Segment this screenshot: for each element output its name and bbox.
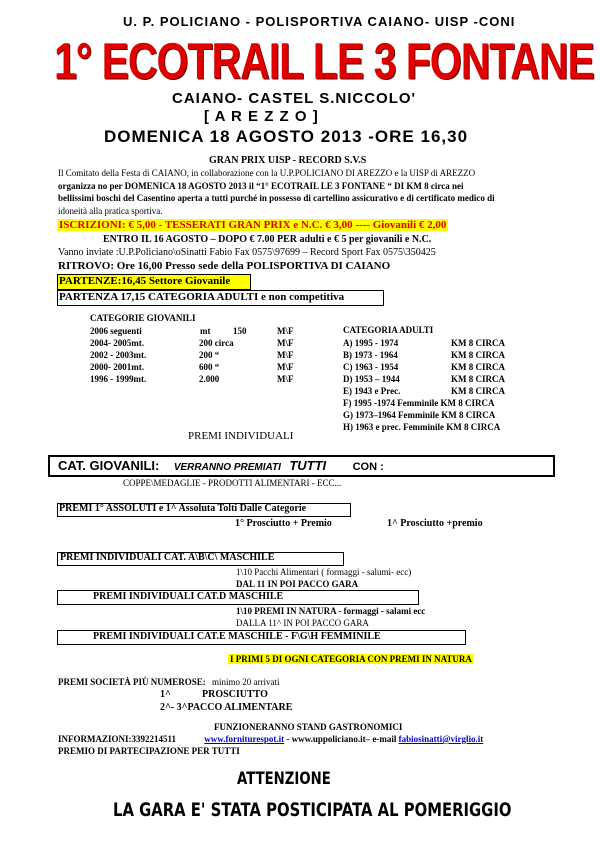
gran-prix-line: GRAN PRIX UISP - RECORD S.V.S [209,155,367,166]
youth-verranno: VERRANNO PREMIATI [173,462,281,473]
table-row: 2006 seguenti [90,326,142,336]
table-cell: M\F [277,338,294,348]
trophies-line: COPPE\MEDAGLIE - PRODOTTI ALIMENTARI - ECC... [123,478,342,488]
website-link[interactable]: www.forniturespot.it [204,734,285,744]
table-cell: 2004- 2005mt. [90,338,144,348]
table-cell: M\F [277,362,294,372]
table-cell: H) 1963 e prec. Femminile KM 8 CIRCA [343,422,501,432]
meeting-line: RITROVO: Ore 16,00 Presso sede della POLISPORTIVA DI CAIANO [58,260,391,272]
prizes-e: PREMI INDIVIDUALI CAT.E MASCHILE - F\G\H FEMMINILE [93,631,381,642]
header-line: U. P. POLICIANO - POLISPORTIVA CAIANO- UISP -CONI [123,14,516,29]
table-cell: D) 1953 – 1944 [343,374,400,384]
table-cell: 200 circa [199,338,234,348]
youth-con: CON : [352,461,384,473]
table-cell: C) 1963 - 1954 [343,362,399,372]
table-cell: M\F [277,326,294,336]
participation-prize: PREMIO DI PARTECIPAZIONE PER TUTTI [58,746,240,756]
team-prizes-label: PREMI SOCIETÀ PIÙ NUMEROSE: [58,677,206,687]
table-cell: KM 8 CIRCA [451,386,505,396]
individual-prizes-heading: PREMI INDIVIDUALI [188,430,294,442]
location-line: CAIANO- CASTEL S.NICCOLO' [172,90,417,107]
table-cell: B) 1973 - 1964 [343,350,398,360]
table-cell: 150 [233,326,247,336]
from-11b-line: DALLA 11^ IN POI PACCO GARA [236,618,369,628]
table-cell: E) 1943 e Prec. [343,386,401,396]
table-cell: 2002 - 2003mt. [90,350,147,360]
from-11-line: DAL 11 IN POI PACCO GARA [236,579,359,589]
youth-tutti: TUTTI [289,458,327,473]
table-cell: 200 “ [199,350,220,360]
info-line [58,734,483,744]
table-cell: KM 8 CIRCA [451,350,505,360]
adult-categories-title: CATEGORIA ADULTI [343,325,434,335]
attention-heading: ATTENZIONE [237,769,331,789]
table-cell: G) 1973–1964 Femminile KM 8 CIRCA [343,410,496,420]
table-cell: 2000- 2001mt. [90,362,144,372]
contacts-line: Vanno inviate :U.P.Policiano\oSinatti Fabio Fax 0575\97699 – Record Sport Fax 0575\350425 [58,247,436,258]
table-cell: M\F [277,374,294,384]
registration-fees: ISCRIZIONI: € 5,00 - TESSERATI GRAN PRIX e N.C. € 3,00 ---- Giovanili € 2,00 [59,219,447,231]
prizes-d: PREMI INDIVIDUALI CAT.D MASCHILE [93,591,284,602]
table-cell: KM 8 CIRCA [451,338,505,348]
intro-line: Il Comitato della Festa di CAIANO, in collaborazione con la U.P.POLICIANO DI AREZZO e la UISP di AREZZO [58,168,476,178]
team-prizes-minimum: minimo 20 arrivati [212,677,280,687]
youth-label: CAT. GIOVANILI: [58,458,160,473]
table-cell: F) 1995 -1974 Femminile KM 8 CIRCA [343,398,495,408]
table-cell: 1996 - 1999mt. [90,374,147,384]
nature-prizes-line: 1\10 PREMI IN NATURA - formaggi - salami ecc [236,606,426,616]
youth-categories-title: CATEGORIE GIOVANILI [90,313,196,323]
team-prize-2: 2^- 3^PACCO ALIMENTARE [160,702,293,713]
intro-line: organizza no per DOMENICA 18 AGOSTO 2013 il “1° ECOTRAIL LE 3 FONTANE “ DI KM 8 circa nei [58,180,464,191]
youth-prizes-line [58,457,384,475]
date-line: DOMENICA 18 AGOSTO 2013 -ORE 16,30 [104,127,469,146]
first-five-line: I PRIMI 5 DI OGNI CATEGORIA CON PREMI IN NATURA [230,654,472,664]
table-cell: A) 1995 - 1974 [343,338,399,348]
late-fees: ENTRO IL 16 AGOSTO – DOPO € 7.00 PER adulti e € 5 per giovanili e N.C. [103,234,432,245]
table-cell: M\F [277,350,294,360]
prize-prosciutto-2: 1^ Prosciutto +premio [387,518,483,529]
absolute-prizes: PREMI 1° ASSOLUTI e 1^ Assoluta Tolti Dalle Categorie [59,503,307,514]
intro-paragraph [58,167,495,217]
start-youth: PARTENZE:16,45 Settore Giovanile [59,275,231,287]
table-cell: mt [200,326,211,336]
intro-line: idoneità alla pratica sportiva. [58,205,163,216]
prize-prosciutto-1: 1° Prosciutto + Premio [235,518,332,529]
postponed-notice: LA GARA E' STATA POSTICIPATA AL POMERIGGIO [113,799,512,821]
table-cell: KM 8 CIRCA [451,374,505,384]
email-link[interactable]: fabiosinatti@virglio.it [398,734,484,744]
event-title: 1° ECOTRAIL LE 3 FONTANE [54,32,594,90]
table-cell: KM 8 CIRCA [451,362,505,372]
start-adults: PARTENZA 17,15 CATEGORIA ADULTI e non competitiva [59,291,345,303]
food-stands-line: FUNZIONERANNO STAND GASTRONOMICI [214,722,403,732]
food-packs-line: 1\10 Pacchi Alimentari ( formaggi - salumi- ecc) [236,567,412,577]
info-mid: - www.uppoliciano.it– e-mail [284,734,399,744]
intro-line: bellissimi boschi del Casentino aperta a tutti purché in possesso di cartellino assicurativo e di certificato medico di [58,193,495,203]
table-cell: 600 “ [199,362,220,372]
team-prizes-line [58,677,280,687]
prizes-abc: PREMI INDIVIDUALI CAT. A\B\C\ MASCHILE [60,552,275,563]
table-cell: 2.000 [199,374,220,384]
info-phone: INFORMAZIONI:3392214511 [58,734,177,744]
team-prize-1: PROSCIUTTO [202,689,268,700]
province-line: [ A R E Z Z O ] [204,108,319,125]
team-prize-1-rank: 1^ [160,689,171,700]
